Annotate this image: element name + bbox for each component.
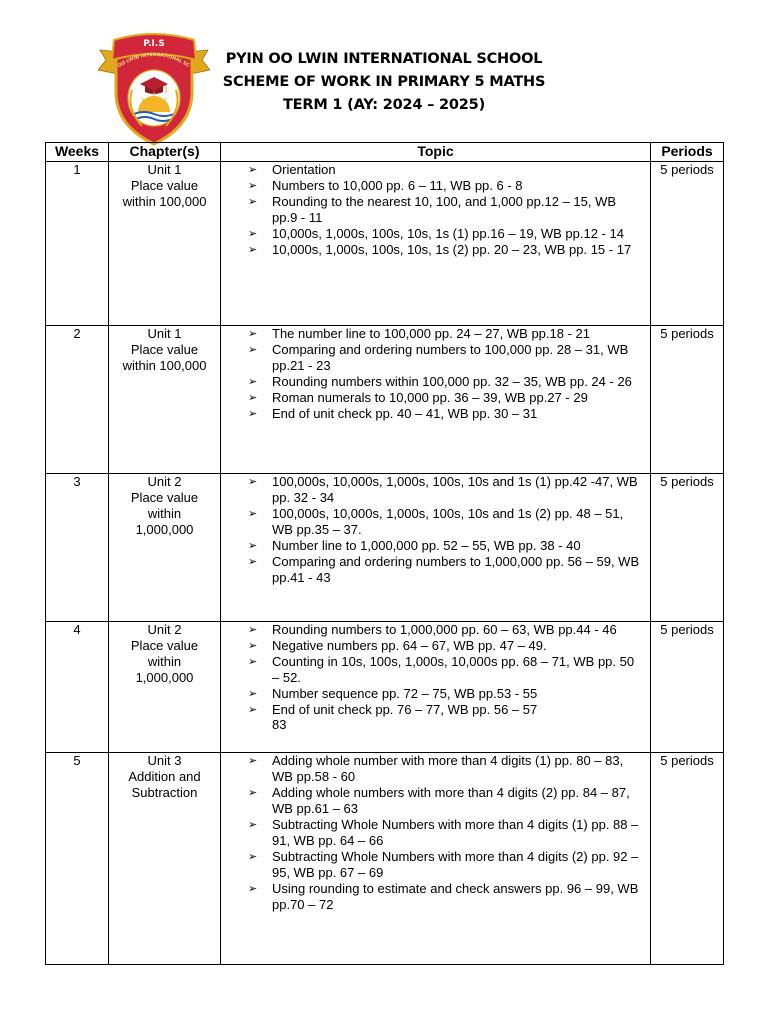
topic-cell [221,753,651,965]
topic-text: Numbers to 10,000 pp. 6 – 11, WB pp. 6 - 8 [272,178,523,193]
logo-ring-text: OO LWIN INTERNATIONAL SC [117,52,191,70]
list-item [248,242,642,258]
list-item [248,686,642,702]
chapter-line: 1,000,000 [135,522,194,537]
chapter-line: Subtraction [131,785,198,800]
topic-text: Comparing and ordering numbers to 1,000,000 pp. 56 – 59, WB pp.41 - 43 [272,554,640,585]
list-item [248,162,642,178]
topic-list [221,326,650,422]
list-item [248,538,642,554]
arrow-bullet-icon: ➢ [248,556,258,568]
chapter-line: within [147,506,182,521]
list-item [248,554,642,586]
list-item [248,881,642,913]
arrow-bullet-icon: ➢ [248,656,258,668]
scheme-title: SCHEME OF WORK IN PRIMARY 5 MATHS [222,74,546,90]
chapter-line: Place value [130,490,199,505]
chapter-cell [109,162,221,326]
topic-list [221,474,650,586]
chapter-line: Unit 1 [147,162,182,177]
topic-cell [221,474,651,622]
list-item [248,506,642,538]
list-item [248,817,642,849]
list-item [248,702,642,718]
document-title [200,48,568,117]
list-item [248,474,642,506]
arrow-bullet-icon: ➢ [248,328,258,340]
chapter-line: Place value [130,638,199,653]
school-name: PYIN OO LWIN INTERNATIONAL SCHOOL [225,51,543,67]
arrow-bullet-icon: ➢ [248,408,258,420]
periods-cell: 5 periods [651,474,724,622]
arrow-bullet-icon: ➢ [248,392,258,404]
list-item [248,374,642,390]
periods-cell: 5 periods [651,326,724,474]
topic-text: End of unit check pp. 40 – 41, WB pp. 30 – 31 [272,406,538,421]
chapter-cell [109,753,221,965]
topic-text: Number sequence pp. 72 – 75, WB pp.53 - 55 [272,686,538,701]
scheme-of-work-table [45,142,724,965]
topic-cell [221,326,651,474]
arrow-bullet-icon: ➢ [248,180,258,192]
topic-text: Subtracting Whole Numbers with more than 4 digits (1) pp. 88 – 91, WB pp. 64 – 66 [272,817,639,848]
topic-list [221,622,650,718]
table-row [46,753,724,965]
table-row [46,622,724,753]
list-item [248,638,642,654]
week-cell: 5 [46,753,109,965]
school-logo [98,30,210,148]
topic-text: Subtracting Whole Numbers with more than 4 digits (2) pp. 92 – 95, WB pp. 67 – 69 [272,849,639,880]
chapter-line: Unit 1 [147,326,182,341]
arrow-bullet-icon: ➢ [248,704,258,716]
arrow-bullet-icon: ➢ [248,688,258,700]
week-cell: 2 [46,326,109,474]
list-item [248,178,642,194]
document-header [0,0,768,140]
topic-text: Adding whole numbers with more than 4 digits (2) pp. 84 – 87, WB pp.61 – 63 [272,785,630,816]
list-item [248,326,642,342]
arrow-bullet-icon: ➢ [248,540,258,552]
topic-text: 10,000s, 1,000s, 100s, 10s, 1s (1) pp.16 – 19, WB pp.12 - 14 [272,226,624,241]
list-item [248,654,642,686]
list-item [248,406,642,422]
arrow-bullet-icon: ➢ [248,508,258,520]
list-item [248,342,642,374]
topic-list [221,162,650,258]
arrow-bullet-icon: ➢ [248,376,258,388]
term-title: TERM 1 (AY: 2024 – 2025) [282,97,485,113]
arrow-bullet-icon: ➢ [248,640,258,652]
topic-text: Rounding to the nearest 10, 100, and 1,000 pp.12 – 15, WB pp.9 - 11 [272,194,617,225]
arrow-bullet-icon: ➢ [248,344,258,356]
arrow-bullet-icon: ➢ [248,851,258,863]
chapter-line: 1,000,000 [135,670,194,685]
topic-text: Rounding numbers to 1,000,000 pp. 60 – 63, WB pp.44 - 46 [272,622,617,637]
topic-text: 100,000s, 10,000s, 1,000s, 100s, 10s and 1s (2) pp. 48 – 51, WB pp.35 – 37. [272,506,624,537]
chapter-line: Place value [130,178,199,193]
topic-text: End of unit check pp. 76 – 77, WB pp. 56 – 57 [272,702,538,717]
periods-cell: 5 periods [651,162,724,326]
topic-list [221,753,650,913]
chapters-header: Chapter(s) [109,143,221,162]
chapter-line: Unit 3 [147,753,182,768]
weeks-header: Weeks [46,143,109,162]
week-cell: 1 [46,162,109,326]
week-cell: 3 [46,474,109,622]
topic-text: The number line to 100,000 pp. 24 – 27, WB pp.18 - 21 [272,326,590,341]
topic-cell [221,162,651,326]
table-header-row [46,143,724,162]
arrow-bullet-icon: ➢ [248,196,258,208]
table-row [46,326,724,474]
topic-cell [221,622,651,753]
topic-text: 100,000s, 10,000s, 1,000s, 100s, 10s and 1s (1) pp.42 -47, WB pp. 32 - 34 [272,474,638,505]
chapter-line: Place value [130,342,199,357]
list-item [248,753,642,785]
chapter-line: Addition and [128,769,201,784]
arrow-bullet-icon: ➢ [248,244,258,256]
list-item [248,226,642,242]
table-row [46,162,724,326]
topic-text: Orientation [272,162,336,177]
topic-text: Negative numbers pp. 64 – 67, WB pp. 47 – 49. [272,638,547,653]
topic-continuation: 83 [272,717,287,732]
logo-initials: P.I.S [143,39,165,49]
list-item [248,194,642,226]
table-row [46,474,724,622]
periods-header: Periods [651,143,724,162]
arrow-bullet-icon: ➢ [248,819,258,831]
topic-text: Rounding numbers within 100,000 pp. 32 – 35, WB pp. 24 - 26 [272,374,632,389]
chapter-line: Unit 2 [147,474,182,489]
chapter-line: within [147,654,182,669]
chapter-line: Unit 2 [147,622,182,637]
topic-text: Adding whole number with more than 4 digits (1) pp. 80 – 83, WB pp.58 - 60 [272,753,624,784]
chapter-cell [109,474,221,622]
topic-text: Using rounding to estimate and check answers pp. 96 – 99, WB pp.70 – 72 [272,881,639,912]
topic-text: 10,000s, 1,000s, 100s, 10s, 1s (2) pp. 20 – 23, WB pp. 15 - 17 [272,242,632,257]
list-item [248,785,642,817]
topic-text: Counting in 10s, 100s, 1,000s, 10,000s pp. 68 – 71, WB pp. 50 – 52. [272,654,635,685]
arrow-bullet-icon: ➢ [248,883,258,895]
arrow-bullet-icon: ➢ [248,624,258,636]
arrow-bullet-icon: ➢ [248,164,258,176]
arrow-bullet-icon: ➢ [248,787,258,799]
topic-text: Comparing and ordering numbers to 100,000 pp. 28 – 31, WB pp.21 - 23 [272,342,629,373]
week-cell: 4 [46,622,109,753]
list-item [248,390,642,406]
list-item [248,849,642,881]
periods-cell: 5 periods [651,622,724,753]
chapter-line: within 100,000 [122,358,207,373]
periods-cell: 5 periods [651,753,724,965]
chapter-line: within 100,000 [122,194,207,209]
list-item [248,622,642,638]
arrow-bullet-icon: ➢ [248,755,258,767]
topic-header: Topic [221,143,651,162]
chapter-cell [109,622,221,753]
chapter-cell [109,326,221,474]
arrow-bullet-icon: ➢ [248,476,258,488]
topic-text: Roman numerals to 10,000 pp. 36 – 39, WB pp.27 - 29 [272,390,588,405]
arrow-bullet-icon: ➢ [248,228,258,240]
topic-text: Number line to 1,000,000 pp. 52 – 55, WB pp. 38 - 40 [272,538,581,553]
